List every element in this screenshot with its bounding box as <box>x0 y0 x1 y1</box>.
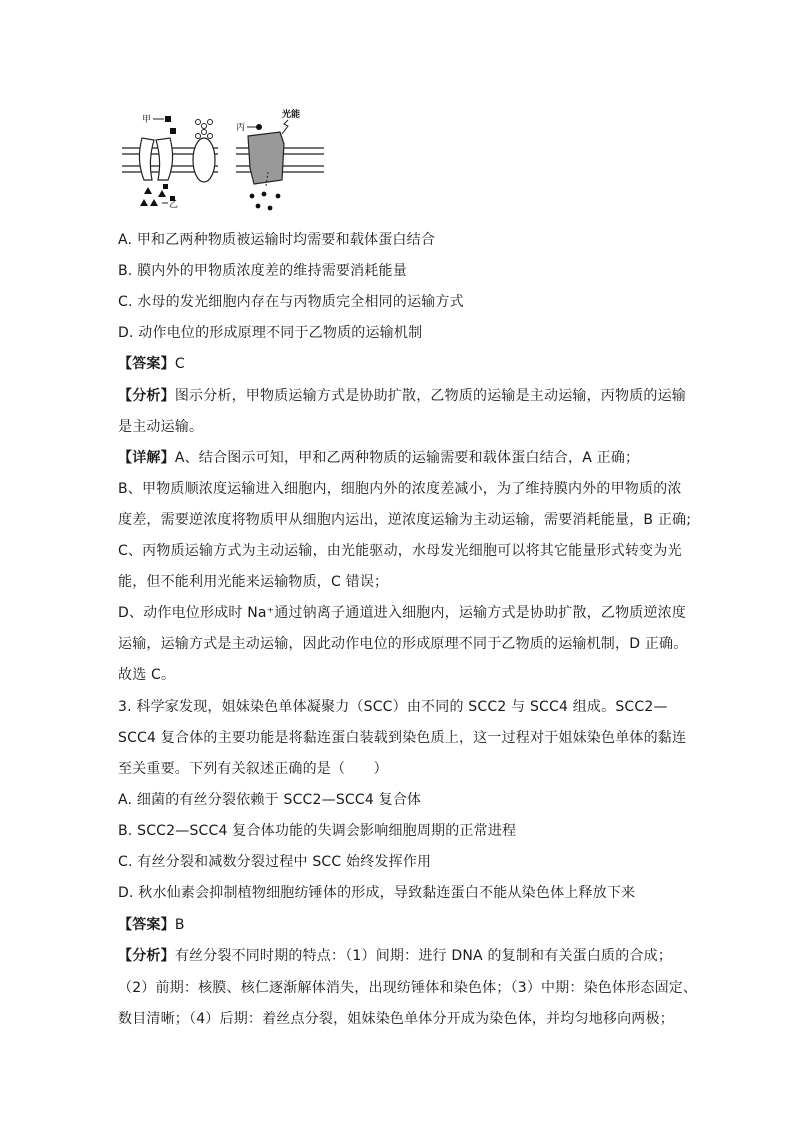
q2-analysis-line-1 <box>118 386 688 406</box>
q3-analysis-text-1: 有丝分裂不同时期的特点：（1）间期：进行 DNA 的复制和有关蛋白质的合成； <box>174 948 673 964</box>
q2-detail-line-3: 度差，需要逆浓度将物质甲从细胞内运出，逆浓度运输为主动运输，需要消耗能量，B 正确; <box>118 512 692 528</box>
membrane-transport-figure <box>118 108 328 216</box>
receptor-chain <box>196 120 213 139</box>
q2-answer-value: C <box>174 356 185 372</box>
q3-stem-line-2: SCC4 复合体的主要功能是将黏连蛋白装载到染色质上，这一过程对于姐妹染色单体的黏连 <box>118 730 687 746</box>
bing-dot <box>256 124 262 130</box>
q3-stem-line-3: 至关重要。下列有关叙述正确的是（ ） <box>118 761 388 777</box>
bing-dots-inside <box>250 192 281 211</box>
jia-square-1 <box>165 116 171 122</box>
q2-detail-text-1: A、结合图示可知，甲和乙两种物质的运输需要和载体蛋白结合，A 正确； <box>174 450 640 466</box>
q3-option-d: D. 秋水仙素会抑制植物细胞纺锤体的形成，导致黏连蛋白不能从染色体上释放下来 <box>118 885 636 901</box>
channel-protein <box>139 138 172 180</box>
q3-analysis-tag: 【分析】 <box>118 948 175 964</box>
q2-detail-line-1 <box>118 448 688 468</box>
q3-analysis-line-2: （2）前期：核膜、核仁逐渐解体消失，出现纺锤体和染色体；（3）中期：染色体形态固定、 <box>118 980 698 996</box>
q2-detail-line-4: C、丙物质运输方式为主动运输，由光能驱动，水母发光细胞可以将其它能量形式转变为光 <box>118 543 682 559</box>
yi-triangle-1 <box>144 187 152 194</box>
q2-detail-tag: 【详解】 <box>118 450 175 466</box>
q3-stem-line-1: 3. 科学家发现，姐妹染色单体凝聚力（SCC）由不同的 SCC2 与 SCC4 组成。SCC2— <box>118 699 668 715</box>
jia-square-2 <box>170 128 176 134</box>
q2-analysis-text-1: 图示分析，甲物质运输方式是协助扩散，乙物质的运输是主动运输，丙物质的运输 <box>174 388 687 404</box>
q3-option-b: B. SCC2—SCC4 复合体功能的失调会影响细胞周期的正常进程 <box>118 823 517 839</box>
q2-option-c: C. 水母的发光细胞内存在与丙物质完全相同的运输方式 <box>118 294 464 310</box>
q2-detail-line-2: B、甲物质顺浓度运输进入细胞内，细胞内外的浓度差减小，为了维持膜内外的甲物质的浓 <box>118 481 682 497</box>
label-jia: 甲 <box>142 115 152 125</box>
q2-answer-tag: 【答案】 <box>118 356 175 372</box>
yi-triangle-4 <box>158 190 166 197</box>
q2-analysis-tag: 【分析】 <box>118 388 175 404</box>
pump-protein <box>248 132 284 184</box>
label-yi: 乙 <box>169 200 179 210</box>
q3-analysis-line-1 <box>118 946 688 966</box>
q2-detail-line-7: 运输，运输方式是主动运输，因此动作电位的形成原理不同于乙物质的运输机制，D 正确。 <box>118 636 688 652</box>
q3-option-a: A. 细菌的有丝分裂依赖于 SCC2—SCC4 复合体 <box>118 792 422 808</box>
label-bing: 丙 <box>236 123 246 133</box>
q2-conclusion: 故选 C。 <box>118 667 176 683</box>
q2-detail-line-5: 能，但不能利用光能来运输物质，C 错误； <box>118 574 389 590</box>
q2-option-a: A. 甲和乙两种物质被运输时均需要和载体蛋白结合 <box>118 232 436 248</box>
q3-option-c: C. 有丝分裂和减数分裂过程中 SCC 始终发挥作用 <box>118 854 432 870</box>
carrier-protein <box>193 138 215 182</box>
q3-answer-tag: 【答案】 <box>118 917 175 933</box>
q3-answer <box>118 915 688 935</box>
jia-square-3 <box>163 184 168 189</box>
yi-triangle-3 <box>150 199 158 206</box>
light-arrow <box>282 120 288 134</box>
yi-triangle-2 <box>140 199 148 206</box>
q3-answer-value: B <box>174 917 185 933</box>
q2-option-d: D. 动作电位的形成原理不同于乙物质的运输机制 <box>118 325 423 341</box>
q3-analysis-line-3: 数目清晰；（4）后期：着丝点分裂，姐妹染色单体分开成为染色体，并均匀地移向两极； <box>118 1011 674 1027</box>
q2-analysis-line-2: 是主动运输。 <box>118 419 204 435</box>
q2-answer <box>118 354 688 374</box>
q2-detail-line-6: D、动作电位形成时 Na⁺通过钠离子通道进入细胞内，运输方式是协助扩散，乙物质逆浓度 <box>118 605 687 621</box>
label-light: 光能 <box>282 110 301 120</box>
q2-option-b: B. 膜内外的甲物质浓度差的维持需要消耗能量 <box>118 263 407 279</box>
